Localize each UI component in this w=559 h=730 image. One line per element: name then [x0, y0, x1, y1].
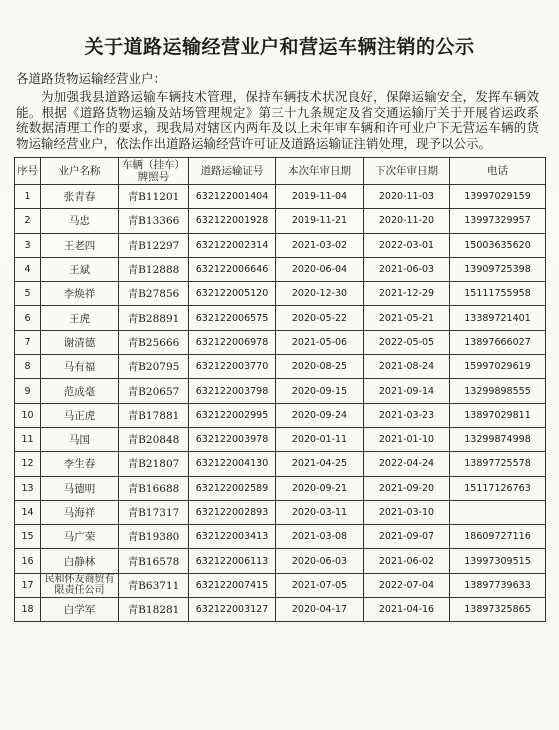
cell-index: 8 — [15, 355, 41, 379]
cell-phone: 13997309515 — [450, 549, 546, 573]
cell-operator-name: 王斌 — [41, 257, 119, 281]
cell-index: 6 — [15, 306, 41, 330]
cell-permit-number: 632122006978 — [189, 330, 276, 354]
header-permit-number: 道路运输证号 — [189, 158, 276, 185]
cell-permit-number: 632122004130 — [189, 452, 276, 476]
cell-phone: 13897325865 — [450, 598, 546, 622]
cell-index: 17 — [15, 573, 41, 597]
table-row — [15, 282, 546, 306]
document-title: 关于道路运输经营业户和营运车辆注销的公示 — [84, 36, 475, 58]
cell-index: 16 — [15, 549, 41, 573]
header-plate-number: 车辆（挂车）牌照号 — [119, 158, 189, 185]
cell-plate-number: 青B21807 — [119, 452, 189, 476]
cell-current-inspection: 2020-09-24 — [276, 403, 364, 427]
cell-index: 12 — [15, 452, 41, 476]
cell-next-inspection: 2022-05-05 — [364, 330, 450, 354]
cell-current-inspection: 2020-06-03 — [276, 549, 364, 573]
cell-current-inspection: 2020-03-11 — [276, 500, 364, 524]
table-row — [15, 549, 546, 573]
table-row — [15, 257, 546, 281]
cell-next-inspection: 2021-06-03 — [364, 257, 450, 281]
cell-next-inspection: 2022-04-24 — [364, 452, 450, 476]
cell-next-inspection: 2022-03-01 — [364, 233, 450, 257]
cell-current-inspection: 2020-09-15 — [276, 379, 364, 403]
cell-current-inspection: 2020-05-22 — [276, 306, 364, 330]
cell-current-inspection: 2021-03-08 — [276, 525, 364, 549]
cell-operator-name: 马海祥 — [41, 500, 119, 524]
cell-phone: 13897725578 — [450, 452, 546, 476]
cell-permit-number: 632122006575 — [189, 306, 276, 330]
table-row — [15, 452, 546, 476]
cell-plate-number: 青B12297 — [119, 233, 189, 257]
cell-plate-number: 青B11201 — [119, 185, 189, 209]
table-row — [15, 573, 546, 597]
cell-index: 5 — [15, 282, 41, 306]
cell-operator-name: 民和怀友商贸有限责任公司 — [41, 573, 119, 597]
cell-index: 10 — [15, 403, 41, 427]
cell-permit-number: 632122002314 — [189, 233, 276, 257]
cell-current-inspection: 2020-04-17 — [276, 598, 364, 622]
cell-phone: 18609727116 — [450, 525, 546, 549]
cell-plate-number: 青B20657 — [119, 379, 189, 403]
cell-permit-number: 632122006646 — [189, 257, 276, 281]
cell-permit-number: 632122001404 — [189, 185, 276, 209]
table-row — [15, 330, 546, 354]
cell-index: 14 — [15, 500, 41, 524]
cell-operator-name: 王虎 — [41, 306, 119, 330]
cell-plate-number: 青B27856 — [119, 282, 189, 306]
cell-permit-number: 632122002589 — [189, 476, 276, 500]
cell-plate-number: 青B18281 — [119, 598, 189, 622]
cell-index: 1 — [15, 185, 41, 209]
cell-permit-number: 632122002995 — [189, 403, 276, 427]
cell-next-inspection: 2021-09-07 — [364, 525, 450, 549]
cell-index: 7 — [15, 330, 41, 354]
cell-plate-number: 青B25666 — [119, 330, 189, 354]
cell-permit-number: 632122003413 — [189, 525, 276, 549]
cell-operator-name: 李生春 — [41, 452, 119, 476]
cell-current-inspection: 2019-11-04 — [276, 185, 364, 209]
cell-index: 18 — [15, 598, 41, 622]
cell-phone: 13897739633 — [450, 573, 546, 597]
cell-operator-name: 王老四 — [41, 233, 119, 257]
cell-plate-number: 青B17881 — [119, 403, 189, 427]
table-row — [15, 306, 546, 330]
cell-phone — [450, 500, 546, 524]
cell-permit-number: 632122001928 — [189, 209, 276, 233]
header-phone: 电话 — [450, 158, 546, 185]
cell-permit-number: 632122003798 — [189, 379, 276, 403]
cell-next-inspection: 2021-09-20 — [364, 476, 450, 500]
cell-plate-number: 青B16688 — [119, 476, 189, 500]
cell-operator-name: 马有福 — [41, 355, 119, 379]
cell-phone: 15117126763 — [450, 476, 546, 500]
header-current-inspection: 本次年审日期 — [276, 158, 364, 185]
table-row — [15, 233, 546, 257]
cell-phone: 13997029159 — [450, 185, 546, 209]
cell-next-inspection: 2020-11-20 — [364, 209, 450, 233]
cell-plate-number: 青B13366 — [119, 209, 189, 233]
cell-index: 11 — [15, 427, 41, 451]
cell-index: 3 — [15, 233, 41, 257]
table-row — [15, 476, 546, 500]
cell-next-inspection: 2021-08-24 — [364, 355, 450, 379]
cell-phone: 13897029811 — [450, 403, 546, 427]
cell-permit-number: 632122002893 — [189, 500, 276, 524]
table-row — [15, 598, 546, 622]
cell-phone: 15111755958 — [450, 282, 546, 306]
cell-next-inspection: 2021-04-16 — [364, 598, 450, 622]
table-body — [15, 185, 546, 622]
cell-next-inspection: 2021-03-10 — [364, 500, 450, 524]
cell-operator-name: 马正虎 — [41, 403, 119, 427]
cell-operator-name: 马国 — [41, 427, 119, 451]
cell-current-inspection: 2021-04-25 — [276, 452, 364, 476]
cell-operator-name: 白学军 — [41, 598, 119, 622]
deregistration-table — [14, 157, 546, 622]
cell-index: 4 — [15, 257, 41, 281]
cell-plate-number: 青B63711 — [119, 573, 189, 597]
table-row — [15, 355, 546, 379]
header-index: 序号 — [15, 158, 41, 185]
table-row — [15, 379, 546, 403]
cell-next-inspection: 2020-11-03 — [364, 185, 450, 209]
cell-next-inspection: 2022-07-04 — [364, 573, 450, 597]
cell-permit-number: 632122005120 — [189, 282, 276, 306]
cell-phone: 13909725398 — [450, 257, 546, 281]
cell-plate-number: 青B20795 — [119, 355, 189, 379]
cell-phone: 13897666027 — [450, 330, 546, 354]
cell-next-inspection: 2021-06-02 — [364, 549, 450, 573]
cell-current-inspection: 2020-06-04 — [276, 257, 364, 281]
cell-current-inspection: 2020-01-11 — [276, 427, 364, 451]
cell-permit-number: 632122003978 — [189, 427, 276, 451]
cell-next-inspection: 2021-01-10 — [364, 427, 450, 451]
cell-phone: 13299898555 — [450, 379, 546, 403]
cell-next-inspection: 2021-03-23 — [364, 403, 450, 427]
cell-next-inspection: 2021-05-21 — [364, 306, 450, 330]
cell-current-inspection: 2020-12-30 — [276, 282, 364, 306]
cell-current-inspection: 2019-11-21 — [276, 209, 364, 233]
cell-plate-number: 青B20848 — [119, 427, 189, 451]
addressee-line: 各道路货物运输经营业户： — [16, 71, 167, 86]
cell-plate-number: 青B19380 — [119, 525, 189, 549]
cell-index: 15 — [15, 525, 41, 549]
cell-current-inspection: 2020-08-25 — [276, 355, 364, 379]
table-row — [15, 209, 546, 233]
cell-plate-number: 青B16578 — [119, 549, 189, 573]
cell-index: 13 — [15, 476, 41, 500]
cell-phone: 13997329957 — [450, 209, 546, 233]
cell-phone: 13389721401 — [450, 306, 546, 330]
cell-operator-name: 张青春 — [41, 185, 119, 209]
cell-plate-number: 青B28891 — [119, 306, 189, 330]
cell-permit-number: 632122003770 — [189, 355, 276, 379]
body-paragraph: 为加强我县道路运输车辆技术管理，保持车辆技术状况良好，保障运输安全，发挥车辆效能。根据《道路货物运输及站场管理规定》第三十九条规定及省交通运输厅关于开展省运政系统数据清理工作的要求，现我局对辖区内两年及以上未年审车辆和许可业户下无营运车辆的货物运输经营业户，依法作出道路运输经营许可证及道路运输证注销处理，现予以公示。 — [16, 89, 539, 151]
cell-phone: 15997029619 — [450, 355, 546, 379]
table-row — [15, 427, 546, 451]
cell-next-inspection: 2021-12-29 — [364, 282, 450, 306]
cell-current-inspection: 2021-07-05 — [276, 573, 364, 597]
table-row — [15, 500, 546, 524]
cell-plate-number: 青B17317 — [119, 500, 189, 524]
table-header-row — [15, 158, 546, 185]
cell-operator-name: 白静林 — [41, 549, 119, 573]
cell-operator-name: 马广荣 — [41, 525, 119, 549]
cell-current-inspection: 2021-03-02 — [276, 233, 364, 257]
cell-next-inspection: 2021-09-14 — [364, 379, 450, 403]
cell-operator-name: 谢清德 — [41, 330, 119, 354]
table-row — [15, 403, 546, 427]
cell-current-inspection: 2020-09-21 — [276, 476, 364, 500]
cell-phone: 15003635620 — [450, 233, 546, 257]
cell-permit-number: 632122003127 — [189, 598, 276, 622]
cell-current-inspection: 2021-05-06 — [276, 330, 364, 354]
cell-operator-name: 李焕祥 — [41, 282, 119, 306]
cell-operator-name: 马忠 — [41, 209, 119, 233]
header-next-inspection: 下次年审日期 — [364, 158, 450, 185]
header-operator-name: 业户名称 — [41, 158, 119, 185]
cell-permit-number: 632122006113 — [189, 549, 276, 573]
cell-operator-name: 马德明 — [41, 476, 119, 500]
table-row — [15, 525, 546, 549]
table-row — [15, 185, 546, 209]
cell-operator-name: 范成毫 — [41, 379, 119, 403]
cell-index: 9 — [15, 379, 41, 403]
cell-plate-number: 青B12888 — [119, 257, 189, 281]
cell-index: 2 — [15, 209, 41, 233]
cell-phone: 13299874998 — [450, 427, 546, 451]
cell-permit-number: 632122007415 — [189, 573, 276, 597]
